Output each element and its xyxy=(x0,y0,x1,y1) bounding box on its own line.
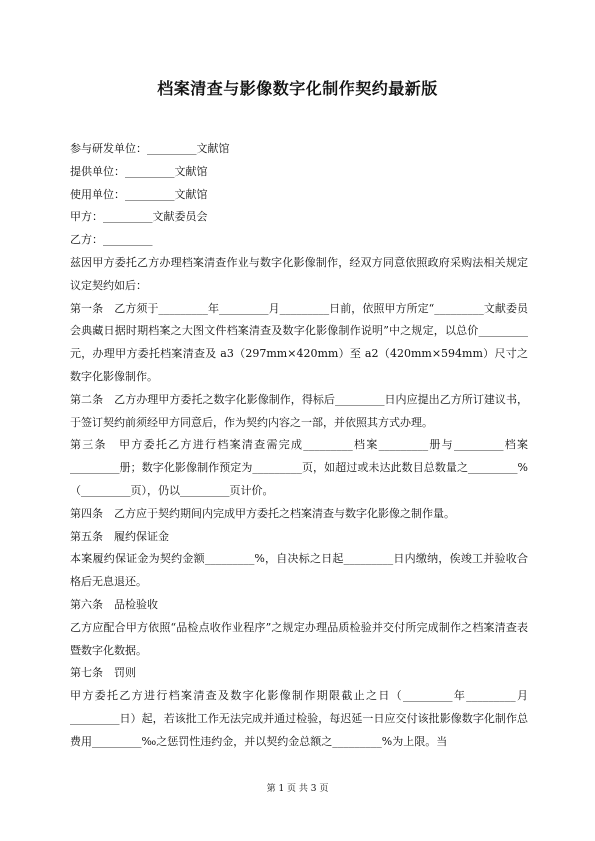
article-5-body: 本案履约保证金为契约金额_________%，自决标之日起_________日内缴纳，俟竣工并验收合格后无息退还。 xyxy=(70,552,528,589)
paragraph-party-a: 甲方：_________文献委员会 xyxy=(70,210,208,224)
article-7-body: 甲方委托乙方进行档案清查及数字化影像制作期限截止之日（_________年_________月_________日）起，若该批工作无法完成并通过检验，每迟延一日应交付该批影像数字化制作总费用_________‰之惩罚性违约金，并以契约金总额之_________%为上限。当 xyxy=(70,689,528,748)
paragraph-preamble: 兹因甲方委托乙方办理档案清查作业与数字化影像制作，经双方同意依照政府采购法相关规定议定契约如后： xyxy=(70,255,528,292)
paragraph-party-b: 乙方：_________ xyxy=(70,233,153,247)
article-4: 第四条 乙方应于契约期间内完成甲方委托之档案清查与数字化影像之制作量。 xyxy=(70,506,455,520)
article-6-body: 乙方应配合甲方依照“品检点收作业程序”之规定办理品质检验并交付所完成制作之档案清查表暨数字化数据。 xyxy=(70,620,528,657)
document-title: 档案清查与影像数字化制作契约最新版 xyxy=(157,79,438,98)
article-3: 第三条 甲方委托乙方进行档案清查需完成_________档案_________册与_________档案_________册；数字化影像制作预定为_________页，如超过或未达此数目总数量之_________%（_________页），仍以_________页计价。 xyxy=(70,438,528,497)
article-1: 第一条 乙方须于_________年_________月_________日前，依照甲方所定“_________文献委员会典藏日据时期档案之大图文件档案清查及数字化影像制作说明”中之规定，以总价_________元，办理甲方委托档案清查及 a3（297mm×420mm）至 a2（420mm×594mm）尺寸之数字化影像制作。 xyxy=(70,301,528,383)
article-7-heading: 第七条 罚则 xyxy=(70,666,136,680)
document-body xyxy=(70,138,528,754)
page-number: 第 1 页 共 3 页 xyxy=(266,784,329,794)
paragraph-research-unit: 参与研发单位：_________文献馆 xyxy=(70,142,230,155)
article-5-heading: 第五条 履约保证金 xyxy=(70,529,169,543)
article-2: 第二条 乙方办理甲方委托之数字化影像制作，得标后_________日内应提出乙方所订建议书，于签订契约前须经甲方同意后，作为契约内容之一部，并依照其方式办理。 xyxy=(70,392,528,429)
article-6-heading: 第六条 品检验收 xyxy=(70,597,158,611)
paragraph-user-unit: 使用单位：_________文献馆 xyxy=(70,187,208,201)
paragraph-provider-unit: 提供单位：_________文献馆 xyxy=(70,164,208,178)
